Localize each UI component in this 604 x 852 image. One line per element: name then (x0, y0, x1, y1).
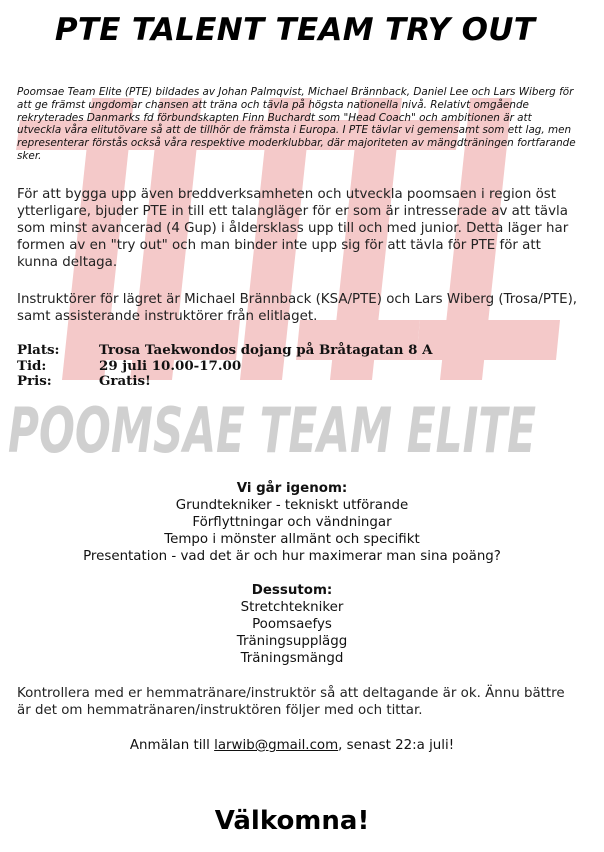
body-paragraph-check: Kontrollera med er hemmatränare/instruktör så att deltagande är ok. Ännu bättre är det om hemmatränaren/instruktören följer med och tittar. (17, 686, 565, 718)
list-item: Träningsmängd (240, 651, 344, 666)
info-value: Gratis! (99, 373, 151, 389)
intro-paragraph: Poomsae Team Elite (PTE) bildades av Johan Palmqvist, Michael Brännback, Daniel Lee och Lars Wiberg för att ge främst ungdomar chansen att träna och tävla på högsta nationella nivå. Relativt omgående rekryterades Danmarks fd förbundskapten Finn Buchardt som "Head Coach" och ambitionen är att utveckla våra elitutövare så att de tillhör de främsta i Europa. I PTE tävlar vi gemensamt som ett lag, men representerar förstås också våra respektive moderklubbar, där majoriteten av mängdträningen fortfarande sker. (17, 86, 576, 162)
list-item: Presentation - vad det är och hur maximerar man sina poäng? (83, 549, 501, 564)
list-item: Förflyttningar och vändningar (192, 515, 392, 530)
body-paragraph-tryout: För att bygga upp även breddverksamheten och utveckla poomsaen i region öst ytterligare, bjuder PTE in till ett talangläger för er som är intresserade av att tävla som minst avancerad (4 Gup) i åldersklass upp till och med junior. Detta läger har formen av en "try out" och man binder inte upp sig för att tävla för PTE för att kunna deltaga. (17, 187, 569, 270)
topics-list (0, 480, 584, 565)
info-row-location (17, 343, 433, 359)
extras-list (0, 582, 584, 667)
info-value: 29 juli 10.00-17.00 (99, 357, 242, 374)
info-row-price (17, 374, 433, 390)
topics-heading: Vi går igenom: (236, 481, 348, 496)
list-item: Poomsaefys (252, 617, 332, 632)
extras-heading: Dessutom: (251, 583, 333, 598)
info-row-time (17, 359, 433, 375)
info-label: Tid: (17, 357, 47, 374)
signup-line (0, 737, 584, 754)
body-paragraph-instructors: Instruktörer för lägret är Michael Brännback (KSA/PTE) och Lars Wiberg (Trosa/PTE), samt assisterande instruktörer från elitlaget. (17, 292, 578, 324)
event-info (17, 343, 433, 390)
welcome-heading: Välkomna! (214, 806, 370, 836)
info-label: Plats: (17, 342, 60, 358)
watermark-text: POOMSAE TEAM ELITE (8, 394, 536, 467)
info-value: Trosa Taekwondos dojang på Bråtagatan 8 A (99, 342, 433, 358)
page-title: PTE TALENT TEAM TRY OUT (54, 12, 536, 48)
signup-suffix: , senast 22:a juli! (338, 738, 455, 753)
list-item: Grundtekniker - tekniskt utförande (175, 498, 409, 513)
signup-prefix: Anmälan till (129, 738, 215, 753)
list-item: Tempo i mönster allmänt och specifikt (164, 532, 420, 547)
email-link[interactable]: larwib@gmail.com (214, 738, 339, 753)
list-item: Stretchtekniker (240, 600, 344, 615)
list-item: Träningsupplägg (236, 634, 348, 649)
info-label: Pris: (17, 373, 52, 389)
